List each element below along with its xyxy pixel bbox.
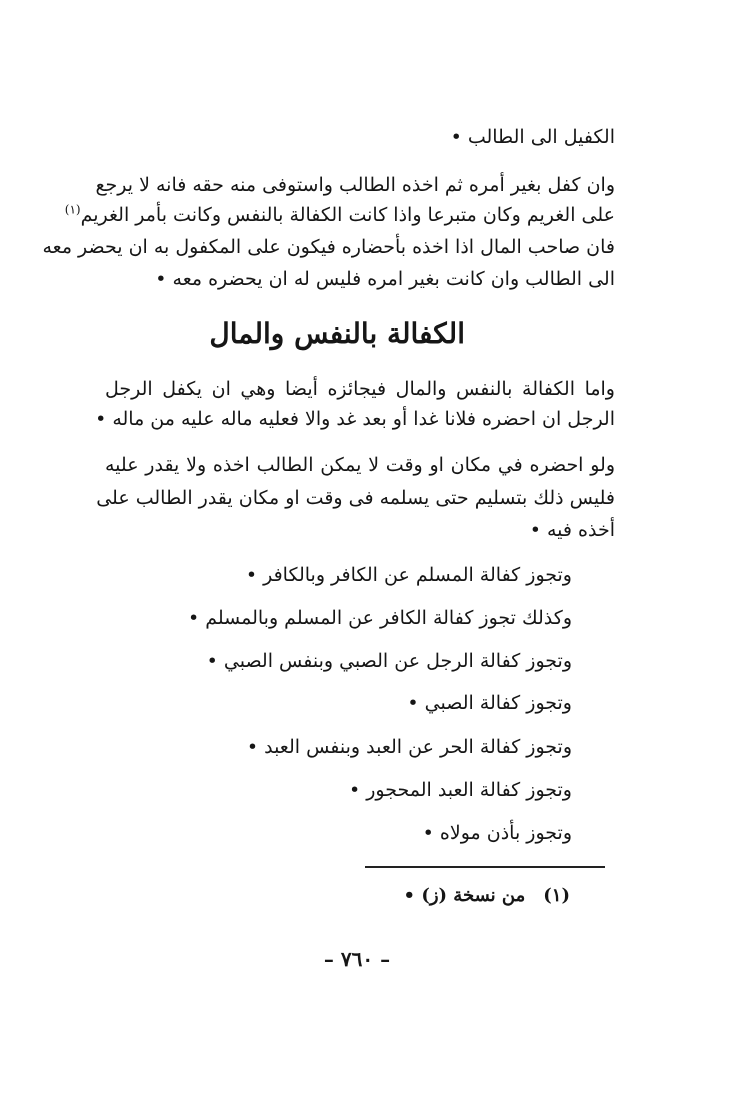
list-item: وتجوز كفالة المسلم عن الكافر وبالكافر •	[245, 564, 572, 586]
text-line: أخذه فيه •	[529, 519, 615, 541]
text-line: الى الطالب وان كانت بغير امره فليس له ان يحضره معه •	[155, 268, 615, 290]
list-item: وتجوز كفالة الحر عن العبد وبنفس العبد •	[246, 736, 572, 758]
list-item: وتجوز كفالة الرجل عن الصبي وبنفس الصبي •	[206, 650, 572, 672]
list-item: وتجوز كفالة العبد المحجور •	[348, 779, 572, 801]
footnote-divider	[365, 866, 605, 868]
page-number: – ٧٦٠ –	[323, 947, 391, 971]
footnote	[404, 883, 570, 909]
list-item: وتجوز كفالة الصبي •	[407, 692, 572, 714]
footnote-reference: (١)	[64, 202, 81, 217]
list-item: وتجوز بأذن مولاه •	[422, 822, 572, 844]
text-line	[64, 202, 615, 228]
text-line: ولو احضره في مكان او وقت لا يمكن الطالب اخذه ولا يقدر عليه	[105, 454, 615, 476]
text-line: وان كفل بغير أمره ثم اخذه الطالب واستوفى منه حقه فانه لا يرجع	[95, 174, 615, 196]
text-line: الكفيل الى الطالب •	[450, 126, 615, 148]
text-line-content: على الغريم وكان متبرعا واذا كانت الكفالة بالنفس وكانت بأمر الغريم	[80, 204, 615, 226]
footnote-number: (١)	[543, 885, 570, 906]
text-line: فان صاحب المال اذا اخذه بأحضاره فيكون على المكفول به ان يحضر معه	[42, 236, 615, 258]
footnote-text: من نسخة (ز) •	[403, 885, 526, 906]
text-line: فليس ذلك بتسليم حتى يسلمه فى وقت او مكان يقدر الطالب على	[96, 487, 615, 509]
list-item: وكذلك تجوز كفالة الكافر عن المسلم وبالمسلم •	[187, 607, 572, 629]
text-line: واما الكفالة بالنفس والمال فيجائزه أيضا وهي ان يكفل الرجل	[105, 378, 615, 400]
section-heading: الكفالة بالنفس والمال	[209, 317, 465, 350]
text-line: الرجل ان احضره فلانا غدا أو بعد غد والا فعليه ماله عليه من ماله •	[95, 408, 615, 430]
